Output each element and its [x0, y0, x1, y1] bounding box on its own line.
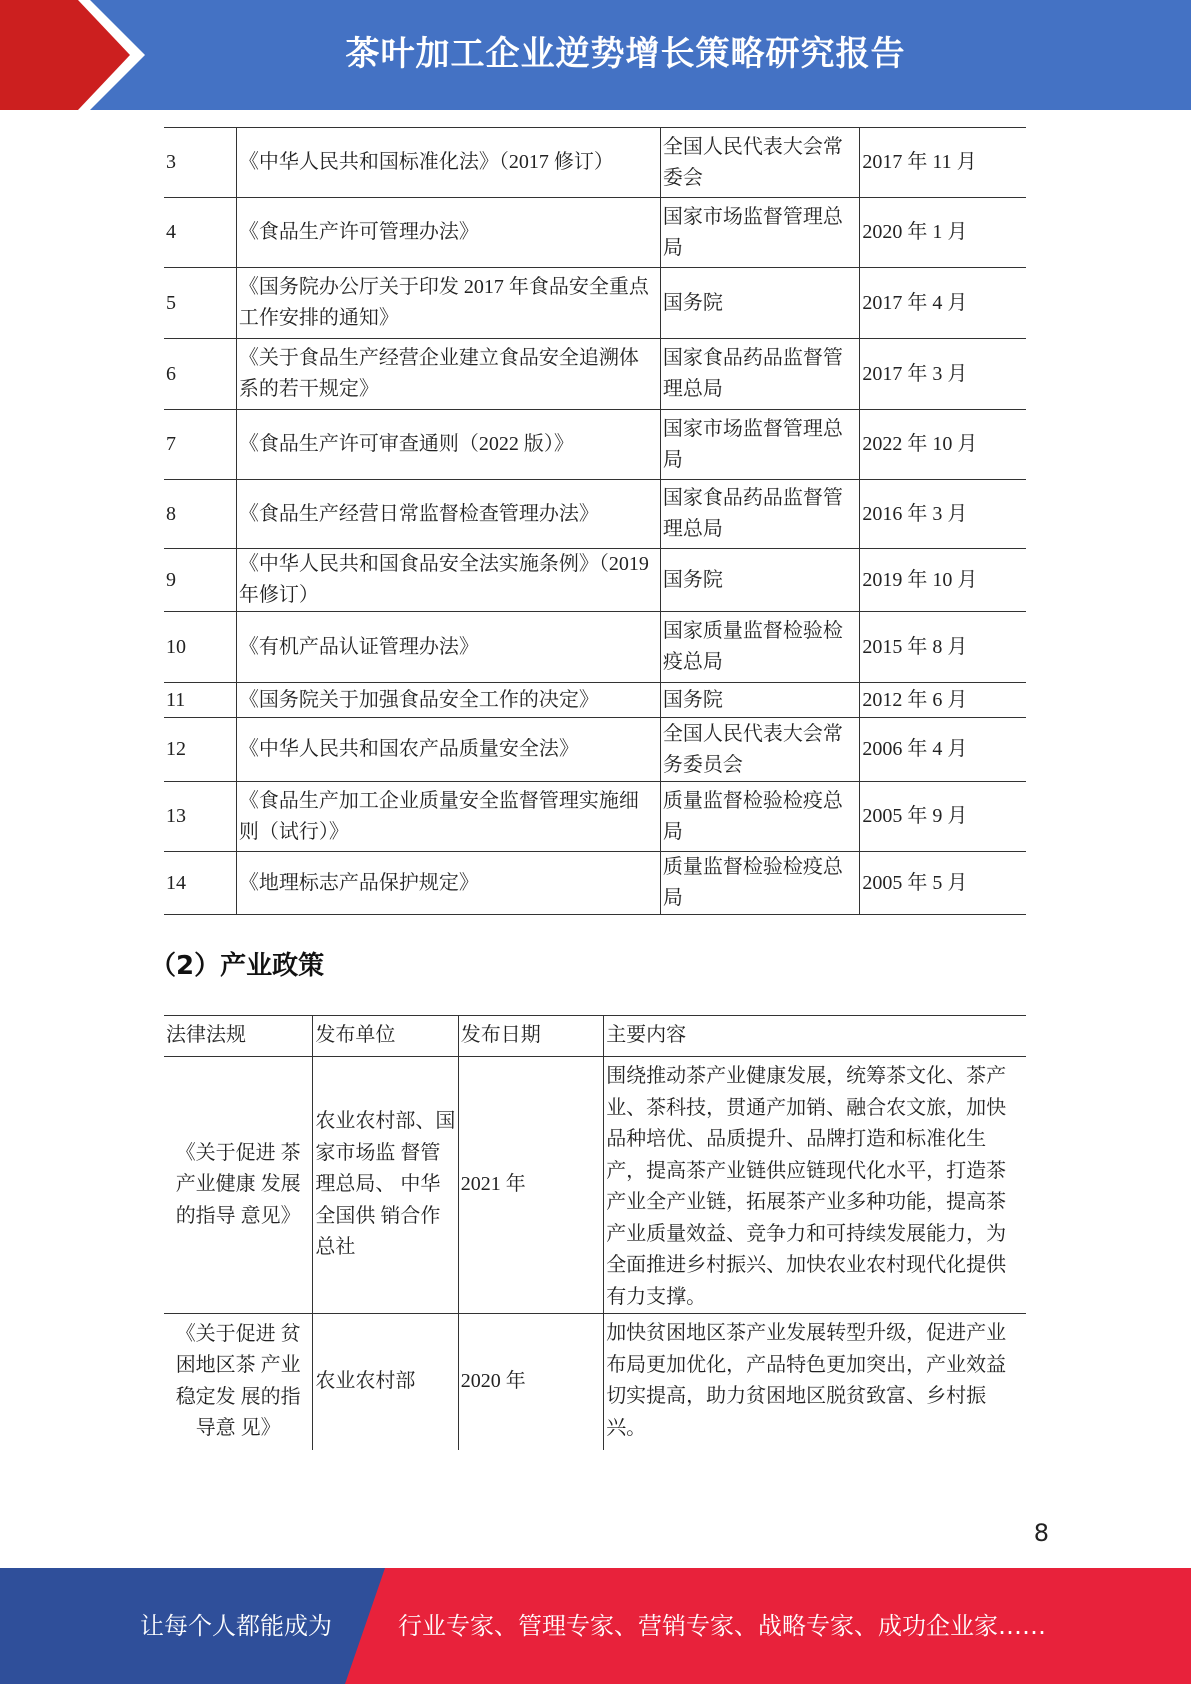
policy-table — [164, 1015, 1026, 1450]
issuer: 国家市场监督管理总局 — [660, 410, 860, 480]
table-row — [164, 128, 1026, 198]
row-number: 7 — [164, 410, 236, 480]
issuer: 国家质量监督检验检疫总局 — [660, 612, 860, 683]
table-row — [164, 1057, 1026, 1314]
issuer: 国家食品药品监督管理总局 — [660, 339, 860, 410]
regulation-name: 《中华人民共和国农产品质量安全法》 — [236, 718, 660, 782]
policy-date: 2020 年 — [458, 1314, 603, 1450]
table-row — [164, 718, 1026, 782]
issuer: 国家食品药品监督管理总局 — [660, 480, 860, 549]
release-date: 2005 年 5 月 — [860, 852, 1026, 915]
header-content: 主要内容 — [604, 1016, 1026, 1057]
table-row — [164, 1314, 1026, 1450]
release-date: 2017 年 11 月 — [860, 128, 1026, 198]
issuer: 全国人民代表大会常务委员会 — [660, 718, 860, 782]
issuer: 国务院 — [660, 549, 860, 612]
release-date: 2005 年 9 月 — [860, 782, 1026, 852]
page-header — [0, 0, 1191, 110]
issuer: 质量监督检验检疫总局 — [660, 852, 860, 915]
policy-issuer: 农业农村部、国家市场监 督管理总局、 中华全国供 销合作总社 — [313, 1057, 458, 1314]
table-row — [164, 852, 1026, 915]
row-number: 14 — [164, 852, 236, 915]
table-row — [164, 549, 1026, 612]
regulation-name: 《食品生产许可审查通则（2022 版）》 — [236, 410, 660, 480]
release-date: 2022 年 10 月 — [860, 410, 1026, 480]
regulation-name: 《食品生产许可管理办法》 — [236, 198, 660, 268]
header-date: 发布日期 — [458, 1016, 603, 1057]
regulation-name: 《食品生产加工企业质量安全监督管理实施细则（试行）》 — [236, 782, 660, 852]
regulation-name: 《中华人民共和国标准化法》（2017 修订） — [236, 128, 660, 198]
row-number: 11 — [164, 683, 236, 718]
page-footer — [0, 1568, 1191, 1684]
policy-law: 《关于促进 茶产业健康 发展的指导 意见》 — [164, 1057, 313, 1314]
page-number: 8 — [1033, 1519, 1049, 1547]
table-row — [164, 480, 1026, 549]
table-row — [164, 683, 1026, 718]
issuer: 全国人民代表大会常委会 — [660, 128, 860, 198]
row-number: 5 — [164, 268, 236, 339]
release-date: 2012 年 6 月 — [860, 683, 1026, 718]
table-row — [164, 339, 1026, 410]
regulation-name: 《中华人民共和国食品安全法实施条例》（2019 年修订） — [236, 549, 660, 612]
row-number: 8 — [164, 480, 236, 549]
policy-law: 《关于促进 贫困地区茶 产业稳定发 展的指导意 见》 — [164, 1314, 313, 1450]
release-date: 2017 年 4 月 — [860, 268, 1026, 339]
table-row — [164, 410, 1026, 480]
table-row — [164, 268, 1026, 339]
release-date: 2015 年 8 月 — [860, 612, 1026, 683]
policy-issuer: 农业农村部 — [313, 1314, 458, 1450]
header-law: 法律法规 — [164, 1016, 313, 1057]
table-header-row — [164, 1016, 1026, 1057]
regulation-name: 《国务院关于加强食品安全工作的决定》 — [236, 683, 660, 718]
regulation-name: 《有机产品认证管理办法》 — [236, 612, 660, 683]
issuer: 质量监督检验检疫总局 — [660, 782, 860, 852]
issuer: 国家市场监督管理总局 — [660, 198, 860, 268]
release-date: 2017 年 3 月 — [860, 339, 1026, 410]
row-number: 9 — [164, 549, 236, 612]
issuer: 国务院 — [660, 268, 860, 339]
row-number: 6 — [164, 339, 236, 410]
regulation-name: 《地理标志产品保护规定》 — [236, 852, 660, 915]
regulation-name: 《食品生产经营日常监督检查管理办法》 — [236, 480, 660, 549]
regulation-name: 《国务院办公厅关于印发 2017 年食品安全重点工作安排的通知》 — [236, 268, 660, 339]
policy-date: 2021 年 — [458, 1057, 603, 1314]
row-number: 10 — [164, 612, 236, 683]
section-title: （2）产业政策 — [150, 951, 325, 981]
policy-content: 加快贫困地区茶产业发展转型升级，促进产业布局更加优化，产品特色更加突出，产业效益切实提高，助力贫困地区脱贫致富、乡村振兴。 — [604, 1314, 1026, 1450]
regulation-name: 《关于食品生产经营企业建立食品安全追溯体系的若干规定》 — [236, 339, 660, 410]
release-date: 2016 年 3 月 — [860, 480, 1026, 549]
row-number: 13 — [164, 782, 236, 852]
table-row — [164, 782, 1026, 852]
table-row — [164, 198, 1026, 268]
issuer: 国务院 — [660, 683, 860, 718]
regulations-table — [164, 127, 1026, 915]
release-date: 2006 年 4 月 — [860, 718, 1026, 782]
release-date: 2019 年 10 月 — [860, 549, 1026, 612]
footer-slogan-right: 行业专家、管理专家、营销专家、战略专家、成功企业家…… — [398, 1612, 1046, 1640]
table-row — [164, 612, 1026, 683]
row-number: 12 — [164, 718, 236, 782]
policy-content: 围绕推动茶产业健康发展，统筹茶文化、茶产业、茶科技，贯通产加销、融合农文旅，加快品种培优、品质提升、品牌打造和标准化生产，提高茶产业链供应链现代化水平，打造茶产业全产业链，拓展茶产业多种功能，提高茶产业质量效益、竞争力和可持续发展能力，为全面推进乡村振兴、加快农业农村现代化提供有力支撑。 — [604, 1057, 1026, 1314]
release-date: 2020 年 1 月 — [860, 198, 1026, 268]
footer-slogan-left: 让每个人都能成为 — [140, 1612, 332, 1640]
row-number: 3 — [164, 128, 236, 198]
report-title: 茶叶加工企业逆势增长策略研究报告 — [345, 34, 906, 74]
header-issuer: 发布单位 — [313, 1016, 458, 1057]
row-number: 4 — [164, 198, 236, 268]
